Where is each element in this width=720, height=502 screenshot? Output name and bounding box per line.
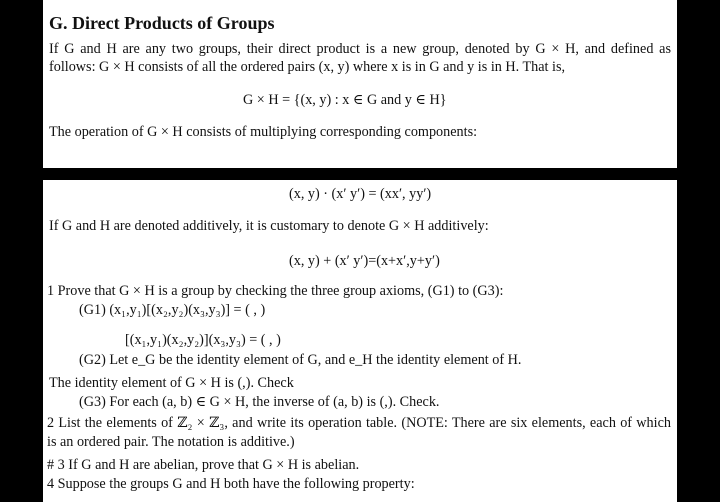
exercise-3: # 3 If G and H are abelian, prove that G × H is abelian.: [47, 457, 360, 473]
intro-line-2: follows: G × H consists of all the ordered pairs (x, y) where x is in G and y is in H. That is,: [49, 59, 566, 75]
definition-panel: [43, 0, 677, 168]
identity-line: The identity element of G × H is (,). Check: [49, 375, 294, 391]
exercise-1: 1 Prove that G × H is a group by checking the three group axioms, (G1) to (G3):: [47, 283, 504, 299]
axiom-g2-line: (G2) Let e_G be the identity element of G, and e_H the identity element of H.: [79, 352, 522, 368]
exercises-panel: [43, 180, 677, 502]
axiom-g1-line-1: (G1) (x₁,y₁)[(x₂,y₂)(x₃,y₃)] = ( , ): [79, 302, 266, 318]
operation-text: The operation of G × H consists of multiplying corresponding components:: [49, 124, 478, 140]
product-formula: (x, y) · (x′ y′) = (xx′, yy′): [289, 186, 432, 202]
exercise-2-line-2: is an ordered pair. The notation is additive.): [47, 434, 295, 450]
additive-text: If G and H are denoted additively, it is customary to denote G × H additively:: [49, 218, 489, 234]
exercise-2-line-1: 2 List the elements of ℤ₂ × ℤ₃, and write its operation table. (NOTE: There are six elements, each of which: [47, 415, 671, 431]
exercise-4: 4 Suppose the groups G and H both have the following property:: [47, 476, 415, 492]
section-title: G. Direct Products of Groups: [49, 13, 275, 33]
axiom-g1-line-2: [(x₁,y₁)(x₂,y₂)](x₃,y₃) = ( , ): [125, 332, 281, 348]
intro-line-1: If G and H are any two groups, their direct product is a new group, denoted by G × H, and defined as: [49, 41, 671, 57]
sum-formula: (x, y) + (x′ y′)=(x+x′,y+y′): [289, 253, 440, 269]
definition-formula: G × H = {(x, y) : x ∈ G and y ∈ H}: [243, 92, 447, 108]
axiom-g3-line: (G3) For each (a, b) ∈ G × H, the inverse of (a, b) is (,). Check.: [79, 394, 440, 410]
